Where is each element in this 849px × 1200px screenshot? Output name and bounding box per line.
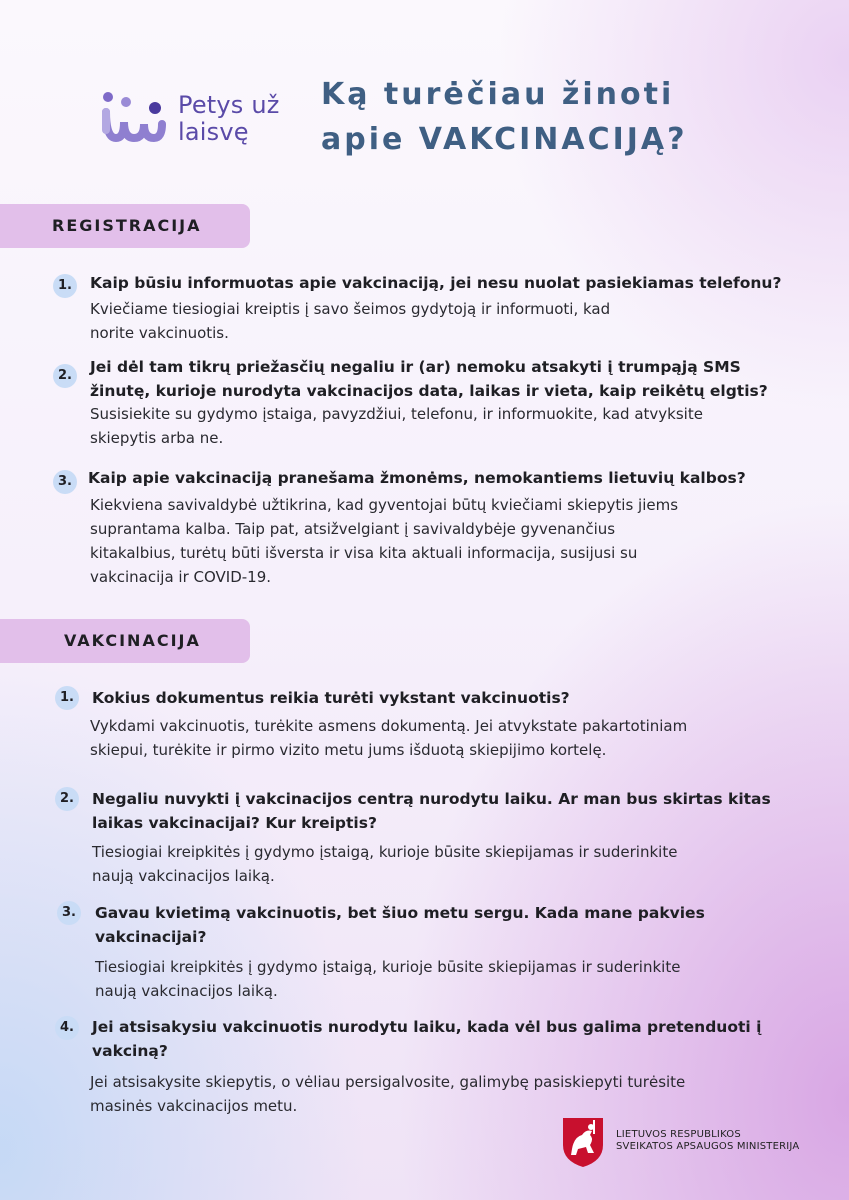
faq-question [92, 1015, 761, 1063]
answer-line: Tiesiogiai kreipkitės į gydymo įstaigą, kurioje būsite skiepijamas ir suderinkite [92, 843, 678, 861]
answer-line: naują vakcinacijos laiką. [95, 982, 278, 1000]
item-number-badge: 3. [53, 470, 77, 494]
question-line: Jei dėl tam tikrų priežasčių negaliu ir (ar) nemoku atsakyti į trumpąją SMS [90, 358, 741, 376]
petys-uz-laisve-logo [100, 90, 300, 150]
answer-line: masinės vakcinacijos metu. [90, 1097, 298, 1115]
section-heading-registracija: REGISTRACIJA [0, 204, 250, 248]
people-logo-icon [100, 90, 166, 146]
faq-answer [92, 840, 677, 888]
item-number-badge: 1. [55, 686, 79, 710]
question-line: Jei atsisakysiu vakcinuotis nurodytu laiku, kada vėl bus galima pretenduoti į [92, 1018, 762, 1036]
logo-line2: laisvę [178, 118, 249, 146]
faq-question: Kaip būsiu informuotas apie vakcinaciją, jei nesu nuolat pasiekiamas telefonu? [90, 274, 782, 292]
question-line: Negaliu nuvykti į vakcinacijos centrą nurodytu laiku. Ar man bus skirtas kitas [92, 790, 771, 808]
answer-line: Susisiekite su gydymo įstaiga, pavyzdžiui, telefonu, ir informuokite, kad atvyksite [90, 405, 703, 423]
section-heading-vakcinacija: VAKCINACIJA [0, 619, 250, 663]
answer-line: vakcinacija ir COVID-19. [90, 568, 272, 586]
item-number-badge: 1. [53, 274, 77, 298]
faq-question: Kaip apie vakcinaciją pranešama žmonėms, nemokantiems lietuvių kalbos? [88, 469, 746, 487]
coat-of-arms-icon [560, 1115, 606, 1169]
title-line2: apie VAKCINACIJĄ? [321, 122, 688, 157]
answer-line: Jei atsisakysite skiepytis, o vėliau persigalvosite, galimybę pasiskiepyti turėsite [90, 1073, 686, 1091]
item-number-badge: 3. [57, 901, 81, 925]
logo-line1: Petys už [178, 91, 280, 119]
answer-line: suprantama kalba. Taip pat, atsižvelgiant į savivaldybėje gyvenančius [90, 520, 616, 538]
ministry-logo [560, 1115, 830, 1175]
answer-line: Tiesiogiai kreipkitės į gydymo įstaigą, kurioje būsite skiepijamas ir suderinkite [95, 958, 681, 976]
faq-question: Kokius dokumentus reikia turėti vykstant vakcinuotis? [92, 689, 570, 707]
answer-line: kitakalbius, turėtų būti išversta ir visa kita aktuali informacija, susijusi su [90, 544, 638, 562]
ministry-line1: LIETUVOS RESPUBLIKOS [616, 1129, 741, 1140]
logo-wordmark [178, 92, 280, 146]
answer-line: skiepui, turėkite ir pirmo vizito metu jums išduotą skiepijimo kortelę. [90, 741, 607, 759]
item-number-badge: 2. [55, 787, 79, 811]
faq-answer [90, 714, 687, 762]
answer-line: Kiekviena savivaldybė užtikrina, kad gyventojai būtų kviečiami skiepytis jiems [90, 496, 679, 514]
question-line: Gavau kvietimą vakcinuotis, bet šiuo metu sergu. Kada mane pakvies [95, 904, 705, 922]
title-line1: Ką turėčiau žinoti [321, 77, 675, 112]
question-line: laikas vakcinacijai? Kur kreiptis? [92, 814, 377, 832]
faq-question [92, 787, 771, 835]
faq-question [95, 901, 705, 949]
item-number-badge: 4. [55, 1016, 79, 1040]
ministry-line2: SVEIKATOS APSAUGOS MINISTERIJA [616, 1141, 800, 1152]
question-line: vakciną? [92, 1042, 168, 1060]
item-number-badge: 2. [53, 364, 77, 388]
faq-answer [90, 1070, 685, 1118]
answer-line: naują vakcinacijos laiką. [92, 867, 275, 885]
ministry-name [616, 1129, 799, 1153]
question-line: vakcinacijai? [95, 928, 207, 946]
faq-answer [90, 297, 610, 345]
faq-question [90, 355, 768, 403]
answer-line: norite vakcinuotis. [90, 324, 229, 342]
answer-line: skiepytis arba ne. [90, 429, 224, 447]
page-title [321, 72, 761, 162]
faq-answer [90, 402, 703, 450]
question-line: žinutę, kurioje nurodyta vakcinacijos data, laikas ir vieta, kaip reikėtų elgtis? [90, 382, 768, 400]
faq-answer [95, 955, 680, 1003]
faq-answer [90, 493, 678, 589]
answer-line: Vykdami vakcinuotis, turėkite asmens dokumentą. Jei atvykstate pakartotiniam [90, 717, 688, 735]
answer-line: Kviečiame tiesiogiai kreiptis į savo šeimos gydytoją ir informuoti, kad [90, 300, 611, 318]
